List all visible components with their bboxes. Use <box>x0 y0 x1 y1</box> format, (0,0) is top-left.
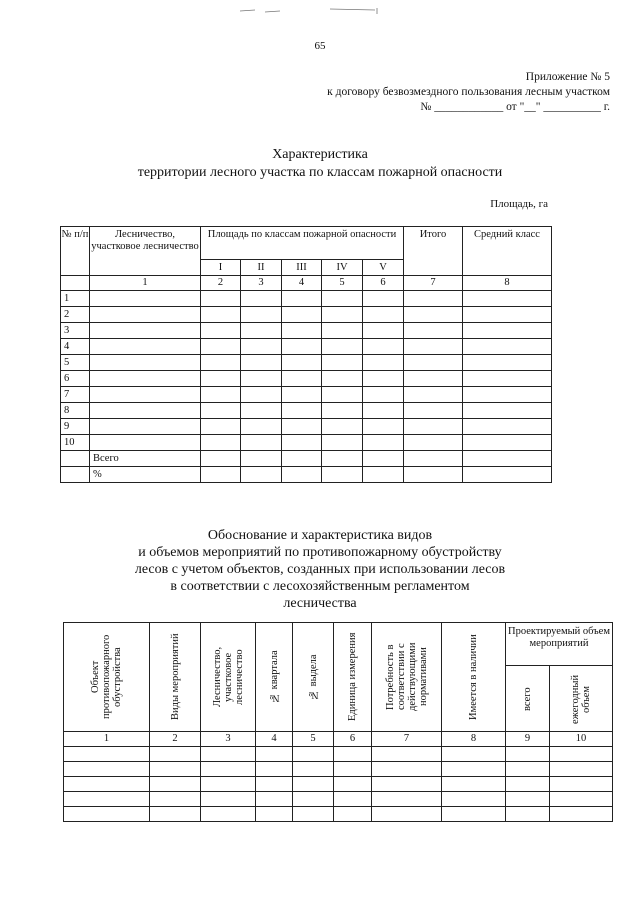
col-number: 8 <box>463 276 552 291</box>
percent-row <box>61 467 552 483</box>
col-number: 1 <box>90 276 201 291</box>
row-number: 4 <box>61 339 90 355</box>
col-number: 1 <box>64 732 150 747</box>
section2-title-line-4: в соответствии с лесохозяйственным регламентом <box>170 579 470 594</box>
col-number: 5 <box>322 276 363 291</box>
header-available: Имеется в наличии <box>442 623 506 732</box>
appendix-line-1: Приложение № 5 <box>525 71 610 83</box>
header-class-3: III <box>282 260 322 276</box>
header-class-2: II <box>241 260 282 276</box>
col-number: 3 <box>201 732 256 747</box>
table-row <box>64 747 613 762</box>
page-number: 65 <box>314 40 326 52</box>
section2-title-line-3: лесов с учетом объектов, созданных при использовании лесов <box>134 562 506 577</box>
table-row <box>61 339 552 355</box>
col-number: 7 <box>404 276 463 291</box>
col-number: 8 <box>442 732 506 747</box>
header-block-number: № квартала <box>256 623 293 732</box>
header-area: Площадь по классам пожарной опасности <box>201 227 404 260</box>
row-number: 5 <box>61 355 90 371</box>
row-number: 1 <box>61 291 90 307</box>
total-label: Всего <box>90 451 201 467</box>
header-forestry: Лесничество, участковое лесничество <box>201 623 256 732</box>
header-unit: Единица измерения <box>334 623 372 732</box>
row-number: 2 <box>61 307 90 323</box>
header-avg-class: Средний класс <box>463 227 552 276</box>
column-number-row <box>64 732 613 747</box>
column-number-row <box>61 276 552 291</box>
section2-title <box>0 527 640 612</box>
col-number: 4 <box>256 732 293 747</box>
row-number: 6 <box>61 371 90 387</box>
table-row <box>61 291 552 307</box>
col-number: 10 <box>550 732 613 747</box>
header-forestry: Лесничество, участковое лесничество <box>90 227 201 276</box>
table-row <box>64 807 613 822</box>
table-row <box>61 307 552 323</box>
table-row <box>61 323 552 339</box>
col-number: 5 <box>293 732 334 747</box>
header-requirement: Потребность в соответствии с действующими нормативами <box>372 623 442 732</box>
scan-artifact <box>235 2 385 10</box>
row-number: 7 <box>61 387 90 403</box>
col-number: 7 <box>372 732 442 747</box>
header-class-1: I <box>201 260 241 276</box>
table-row <box>61 355 552 371</box>
header-measure-types: Виды мероприятий <box>150 623 201 732</box>
table-row <box>61 371 552 387</box>
header-planned: Проектируемый объем мероприятий <box>506 623 613 666</box>
appendix-line-3: № ____________ от "__" __________ г. <box>420 101 610 113</box>
section1-title <box>0 146 640 182</box>
section2-title-line-5: лесничества <box>283 596 357 611</box>
fire-class-table <box>60 226 552 483</box>
col-number: 4 <box>282 276 322 291</box>
table-row <box>64 777 613 792</box>
header-planned-annual: ежегодный объем <box>550 666 613 732</box>
col-number: 6 <box>363 276 404 291</box>
table-row <box>61 419 552 435</box>
appendix-header <box>327 70 610 115</box>
section2-title-line-2: и объемов мероприятий по противопожарному обустройству <box>138 545 502 560</box>
measures-table <box>63 622 613 822</box>
units-label: Площадь, га <box>490 198 548 210</box>
table-row <box>64 792 613 807</box>
total-row <box>61 451 552 467</box>
row-number: 8 <box>61 403 90 419</box>
row-number: 3 <box>61 323 90 339</box>
row-number: 10 <box>61 435 90 451</box>
row-number: 9 <box>61 419 90 435</box>
col-number: 3 <box>241 276 282 291</box>
table-row <box>61 403 552 419</box>
header-num: № п/п <box>61 227 90 276</box>
col-number: 2 <box>150 732 201 747</box>
header-planned-total: всего <box>506 666 550 732</box>
col-number: 6 <box>334 732 372 747</box>
appendix-line-2: к договору безвозмездного пользования лесным участком <box>327 86 610 98</box>
section1-title-line-2: территории лесного участка по классам пожарной опасности <box>137 165 503 180</box>
header-class-5: V <box>363 260 404 276</box>
table-row <box>64 762 613 777</box>
section2-title-line-1: Обоснование и характеристика видов <box>207 528 433 543</box>
table-row <box>61 435 552 451</box>
header-plot-number: № выдела <box>293 623 334 732</box>
table-row <box>61 387 552 403</box>
header-class-4: IV <box>322 260 363 276</box>
col-number: 2 <box>201 276 241 291</box>
header-object: Объект противопожарного обустройства <box>64 623 150 732</box>
percent-label: % <box>90 467 201 483</box>
section1-title-line-1: Характеристика <box>272 147 368 162</box>
col-number: 9 <box>506 732 550 747</box>
header-total: Итого <box>404 227 463 276</box>
